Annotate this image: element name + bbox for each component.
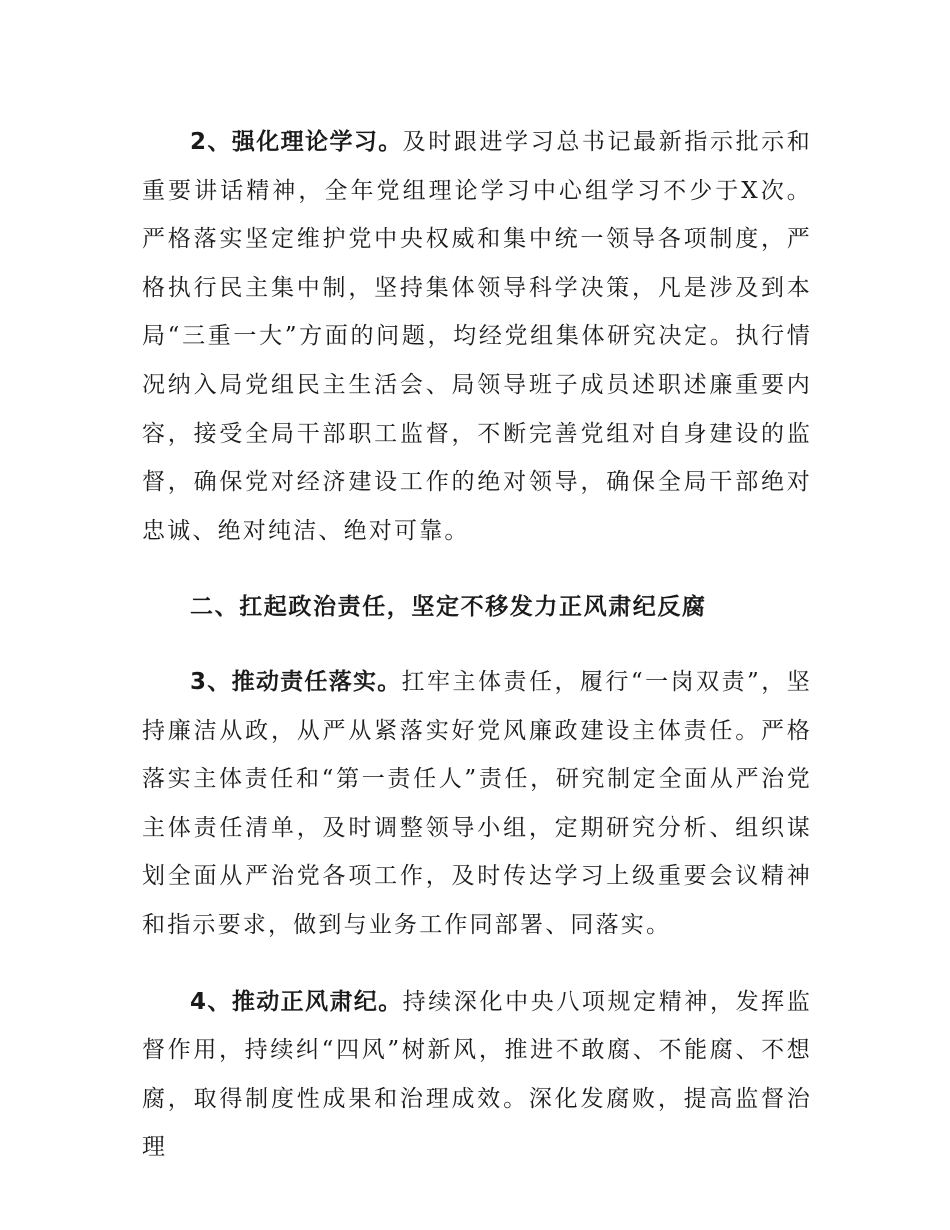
paragraph-body: 持续深化中央八项规定精神，发挥监督作用，持续纠“四风”树新风，推进不敢腐、不能腐、不想腐，取得制度性成果和治理成效。深化发腐败，提高监督治理 <box>142 988 812 1161</box>
spacer <box>142 950 812 978</box>
paragraph-lead: 3、推动责任落实。 <box>190 668 402 695</box>
paragraph-discipline <box>142 978 812 1172</box>
paragraph-lead: 2、强化理论学习。 <box>190 129 403 155</box>
paragraph-responsibility <box>142 658 812 950</box>
paragraph-body: 及时跟进学习总书记最新指示批示和重要讲话精神，全年党组理论学习中心组学习不少于X次。严格落实坚定维护党中央权威和集中统一领导各项制度，严格执行民主集中制，坚持集体领导科学决策，凡是涉及到本局“三重一大”方面的问题，均经党组集体研究决定。执行情况纳入局党组民主生活会、局领导班子成员述职述廉重要内容，接受全局干部职工监督，不断完善党组对自身建设的监督，确保党对经济建设工作的绝对领导，确保全局干部绝对忠诚、绝对纯洁、绝对可靠。 <box>142 129 812 544</box>
spacer <box>142 555 812 583</box>
paragraph-body: 扛牢主体责任，履行“一岗双责”，坚持廉洁从政，从严从紧落实好党风廉政建设主体责任。严格落实主体责任和“第一责任人”责任，研究制定全面从严治党主体责任清单，及时调整领导小组，定期研究分析、组织谋划全面从严治党各项工作，及时传达学习上级重要会议精神和指示要求，做到与业务工作同部署、同落实。 <box>142 668 812 938</box>
paragraph-lead: 4、推动正风肃纪。 <box>190 988 403 1015</box>
paragraph-theory-study <box>142 118 812 555</box>
spacer <box>142 632 812 658</box>
section-heading: 二、扛起政治责任，坚定不移发力正风肃纪反腐 <box>190 594 707 621</box>
document-page <box>142 118 812 1172</box>
